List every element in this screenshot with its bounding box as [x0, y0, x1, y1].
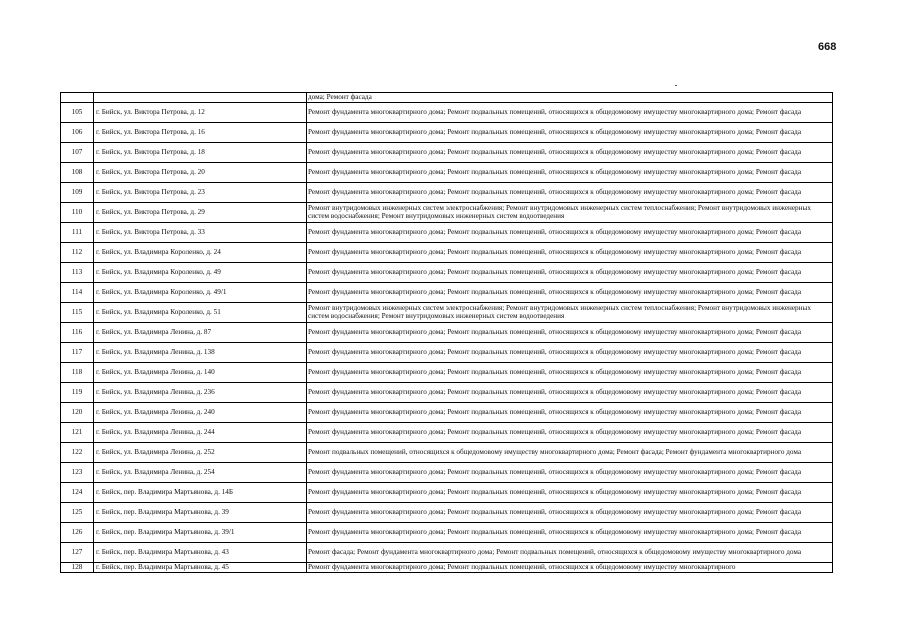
row-address: г. Бийск, пер. Владимира Мартьянова, д. 43 — [94, 542, 307, 562]
table-row — [61, 542, 833, 562]
row-number: 114 — [61, 282, 94, 302]
row-address: г. Бийск, ул. Виктора Петрова, д. 23 — [94, 182, 307, 202]
row-number: 121 — [61, 422, 94, 442]
table-row — [61, 562, 833, 572]
row-address: г. Бийск, ул. Виктора Петрова, д. 12 — [94, 102, 307, 122]
table-row — [61, 122, 833, 142]
row-works: Ремонт фундамента многоквартирного дома; Ремонт подвальных помещений, относящихся к общедомовому имуществу многоквартирного дома; Ремонт фасада — [307, 422, 833, 442]
table-row — [61, 462, 833, 482]
row-address: г. Бийск, ул. Владимира Короленко, д. 24 — [94, 242, 307, 262]
table-row — [61, 222, 833, 242]
row-works: Ремонт фундамента многоквартирного дома; Ремонт подвальных помещений, относящихся к общедомовому имуществу многоквартирного дома; Ремонт фасада — [307, 122, 833, 142]
row-number: 128 — [61, 562, 94, 572]
row-address: г. Бийск, пер. Владимира Мартьянова, д. 39 — [94, 502, 307, 522]
row-works: Ремонт фундамента многоквартирного дома; Ремонт подвальных помещений, относящихся к общедомовому имуществу многоквартирного дома; Ремонт фасада — [307, 262, 833, 282]
row-number: 116 — [61, 322, 94, 342]
row-number: 112 — [61, 242, 94, 262]
table-row — [61, 262, 833, 282]
row-works: Ремонт фундамента многоквартирного дома; Ремонт подвальных помещений, относящихся к общедомовому имуществу многоквартирного дома; Ремонт фасада — [307, 462, 833, 482]
table-row — [61, 142, 833, 162]
row-works: Ремонт фундамента многоквартирного дома; Ремонт подвальных помещений, относящихся к общедомовому имуществу многоквартирного дома; Ремонт фасада — [307, 142, 833, 162]
row-number — [61, 93, 94, 103]
row-address: г. Бийск, пер. Владимира Мартьянова, д. 45 — [94, 562, 307, 572]
row-number: 109 — [61, 182, 94, 202]
table-row — [61, 162, 833, 182]
table-row — [61, 322, 833, 342]
row-works: Ремонт фундамента многоквартирного дома; Ремонт подвальных помещений, относящихся к общедомовому имуществу многоквартирного дома; Ремонт фасада — [307, 362, 833, 382]
table-row — [61, 522, 833, 542]
row-address: г. Бийск, ул. Владимира Ленина, д. 236 — [94, 382, 307, 402]
row-number: 125 — [61, 502, 94, 522]
page-number: 668 — [818, 41, 837, 53]
row-address: г. Бийск, ул. Владимира Ленина, д. 87 — [94, 322, 307, 342]
row-works: Ремонт фундамента многоквартирного дома; Ремонт подвальных помещений, относящихся к общедомовому имуществу многоквартирного дома; Ремонт фасада — [307, 182, 833, 202]
row-address: г. Бийск, ул. Виктора Петрова, д. 33 — [94, 222, 307, 242]
row-works: Ремонт фундамента многоквартирного дома; Ремонт подвальных помещений, относящихся к общедомовому имуществу многоквартирного — [307, 562, 833, 572]
row-number: 123 — [61, 462, 94, 482]
scan-speck — [675, 85, 677, 86]
row-number: 124 — [61, 482, 94, 502]
row-address: г. Бийск, ул. Виктора Петрова, д. 20 — [94, 162, 307, 182]
row-address: г. Бийск, ул. Владимира Ленина, д. 244 — [94, 422, 307, 442]
row-works: Ремонт фундамента многоквартирного дома; Ремонт подвальных помещений, относящихся к общедомовому имуществу многоквартирного дома; Ремонт фасада — [307, 282, 833, 302]
row-works: Ремонт фасада; Ремонт фундамента многоквартирного дома; Ремонт подвальных помещений, относящихся к общедомовому имуществу многоквартирного дома — [307, 542, 833, 562]
row-works: Ремонт фундамента многоквартирного дома; Ремонт подвальных помещений, относящихся к общедомовому имуществу многоквартирного дома; Ремонт фасада — [307, 322, 833, 342]
row-address: г. Бийск, ул. Владимира Ленина, д. 138 — [94, 342, 307, 362]
table-row — [61, 422, 833, 442]
row-number: 127 — [61, 542, 94, 562]
row-works: Ремонт фундамента многоквартирного дома; Ремонт подвальных помещений, относящихся к общедомовому имуществу многоквартирного дома; Ремонт фасада — [307, 162, 833, 182]
row-works: Ремонт внутридомовых инженерных систем электроснабжения; Ремонт внутридомовых инженерных систем теплоснабжения; Ремонт внутридомовых инженерных систем водоснабжения; Ремонт внутридомовых инженерных систем водоотведения — [307, 202, 833, 222]
row-works: Ремонт фундамента многоквартирного дома; Ремонт подвальных помещений, относящихся к общедомовому имуществу многоквартирного дома; Ремонт фасада — [307, 222, 833, 242]
row-works: Ремонт фундамента многоквартирного дома; Ремонт подвальных помещений, относящихся к общедомовому имуществу многоквартирного дома; Ремонт фасада — [307, 102, 833, 122]
row-works: Ремонт фундамента многоквартирного дома; Ремонт подвальных помещений, относящихся к общедомовому имуществу многоквартирного дома; Ремонт фасада — [307, 382, 833, 402]
works-table — [60, 92, 833, 573]
row-address: г. Бийск, ул. Владимира Короленко, д. 49/1 — [94, 282, 307, 302]
row-address — [94, 93, 307, 103]
row-number: 110 — [61, 202, 94, 222]
row-number: 113 — [61, 262, 94, 282]
row-number: 119 — [61, 382, 94, 402]
table-row — [61, 502, 833, 522]
row-works: Ремонт фундамента многоквартирного дома; Ремонт подвальных помещений, относящихся к общедомовому имуществу многоквартирного дома; Ремонт фасада — [307, 402, 833, 422]
row-works: Ремонт внутридомовых инженерных систем электроснабжения; Ремонт внутридомовых инженерных систем теплоснабжения; Ремонт внутридомовых инженерных систем водоснабжения; Ремонт внутридомовых инженерных систем водоотведения — [307, 302, 833, 322]
row-number: 106 — [61, 122, 94, 142]
row-works: Ремонт фундамента многоквартирного дома; Ремонт подвальных помещений, относящихся к общедомовому имуществу многоквартирного дома; Ремонт фасада — [307, 342, 833, 362]
works-table-body — [61, 93, 833, 573]
row-number: 107 — [61, 142, 94, 162]
row-number: 117 — [61, 342, 94, 362]
row-works: Ремонт подвальных помещений, относящихся к общедомовому имуществу многоквартирного дома; Ремонт фасада; Ремонт фундамента многоквартирного дома — [307, 442, 833, 462]
row-address: г. Бийск, ул. Виктора Петрова, д. 16 — [94, 122, 307, 142]
row-works: Ремонт фундамента многоквартирного дома; Ремонт подвальных помещений, относящихся к общедомовому имуществу многоквартирного дома; Ремонт фасада — [307, 482, 833, 502]
table-row — [61, 242, 833, 262]
row-number: 126 — [61, 522, 94, 542]
row-address: г. Бийск, ул. Виктора Петрова, д. 29 — [94, 202, 307, 222]
row-address: г. Бийск, пер. Владимира Мартьянова, д. 14Б — [94, 482, 307, 502]
table-row — [61, 202, 833, 222]
table-row — [61, 102, 833, 122]
table-row-continuation — [61, 93, 833, 103]
row-address: г. Бийск, ул. Владимира Ленина, д. 252 — [94, 442, 307, 462]
table-row — [61, 382, 833, 402]
row-address: г. Бийск, ул. Владимира Ленина, д. 140 — [94, 362, 307, 382]
table-row — [61, 402, 833, 422]
table-row — [61, 182, 833, 202]
row-number: 122 — [61, 442, 94, 462]
table-row — [61, 482, 833, 502]
row-number: 108 — [61, 162, 94, 182]
row-number: 115 — [61, 302, 94, 322]
row-address: г. Бийск, ул. Владимира Ленина, д. 240 — [94, 402, 307, 422]
table-row — [61, 442, 833, 462]
row-address: г. Бийск, ул. Виктора Петрова, д. 18 — [94, 142, 307, 162]
table-row — [61, 302, 833, 322]
row-number: 105 — [61, 102, 94, 122]
row-number: 111 — [61, 222, 94, 242]
table-row — [61, 342, 833, 362]
row-number: 118 — [61, 362, 94, 382]
row-works: Ремонт фундамента многоквартирного дома; Ремонт подвальных помещений, относящихся к общедомовому имуществу многоквартирного дома; Ремонт фасада — [307, 522, 833, 542]
row-works: Ремонт фундамента многоквартирного дома; Ремонт подвальных помещений, относящихся к общедомовому имуществу многоквартирного дома; Ремонт фасада — [307, 502, 833, 522]
row-works: Ремонт фундамента многоквартирного дома; Ремонт подвальных помещений, относящихся к общедомовому имуществу многоквартирного дома; Ремонт фасада — [307, 242, 833, 262]
row-works: дома; Ремонт фасада — [307, 93, 833, 103]
row-address: г. Бийск, ул. Владимира Ленина, д. 254 — [94, 462, 307, 482]
table-row — [61, 282, 833, 302]
row-number: 120 — [61, 402, 94, 422]
table-row — [61, 362, 833, 382]
row-address: г. Бийск, ул. Владимира Короленко, д. 49 — [94, 262, 307, 282]
row-address: г. Бийск, пер. Владимира Мартьянова, д. 39/1 — [94, 522, 307, 542]
row-address: г. Бийск, ул. Владимира Короленко, д. 51 — [94, 302, 307, 322]
